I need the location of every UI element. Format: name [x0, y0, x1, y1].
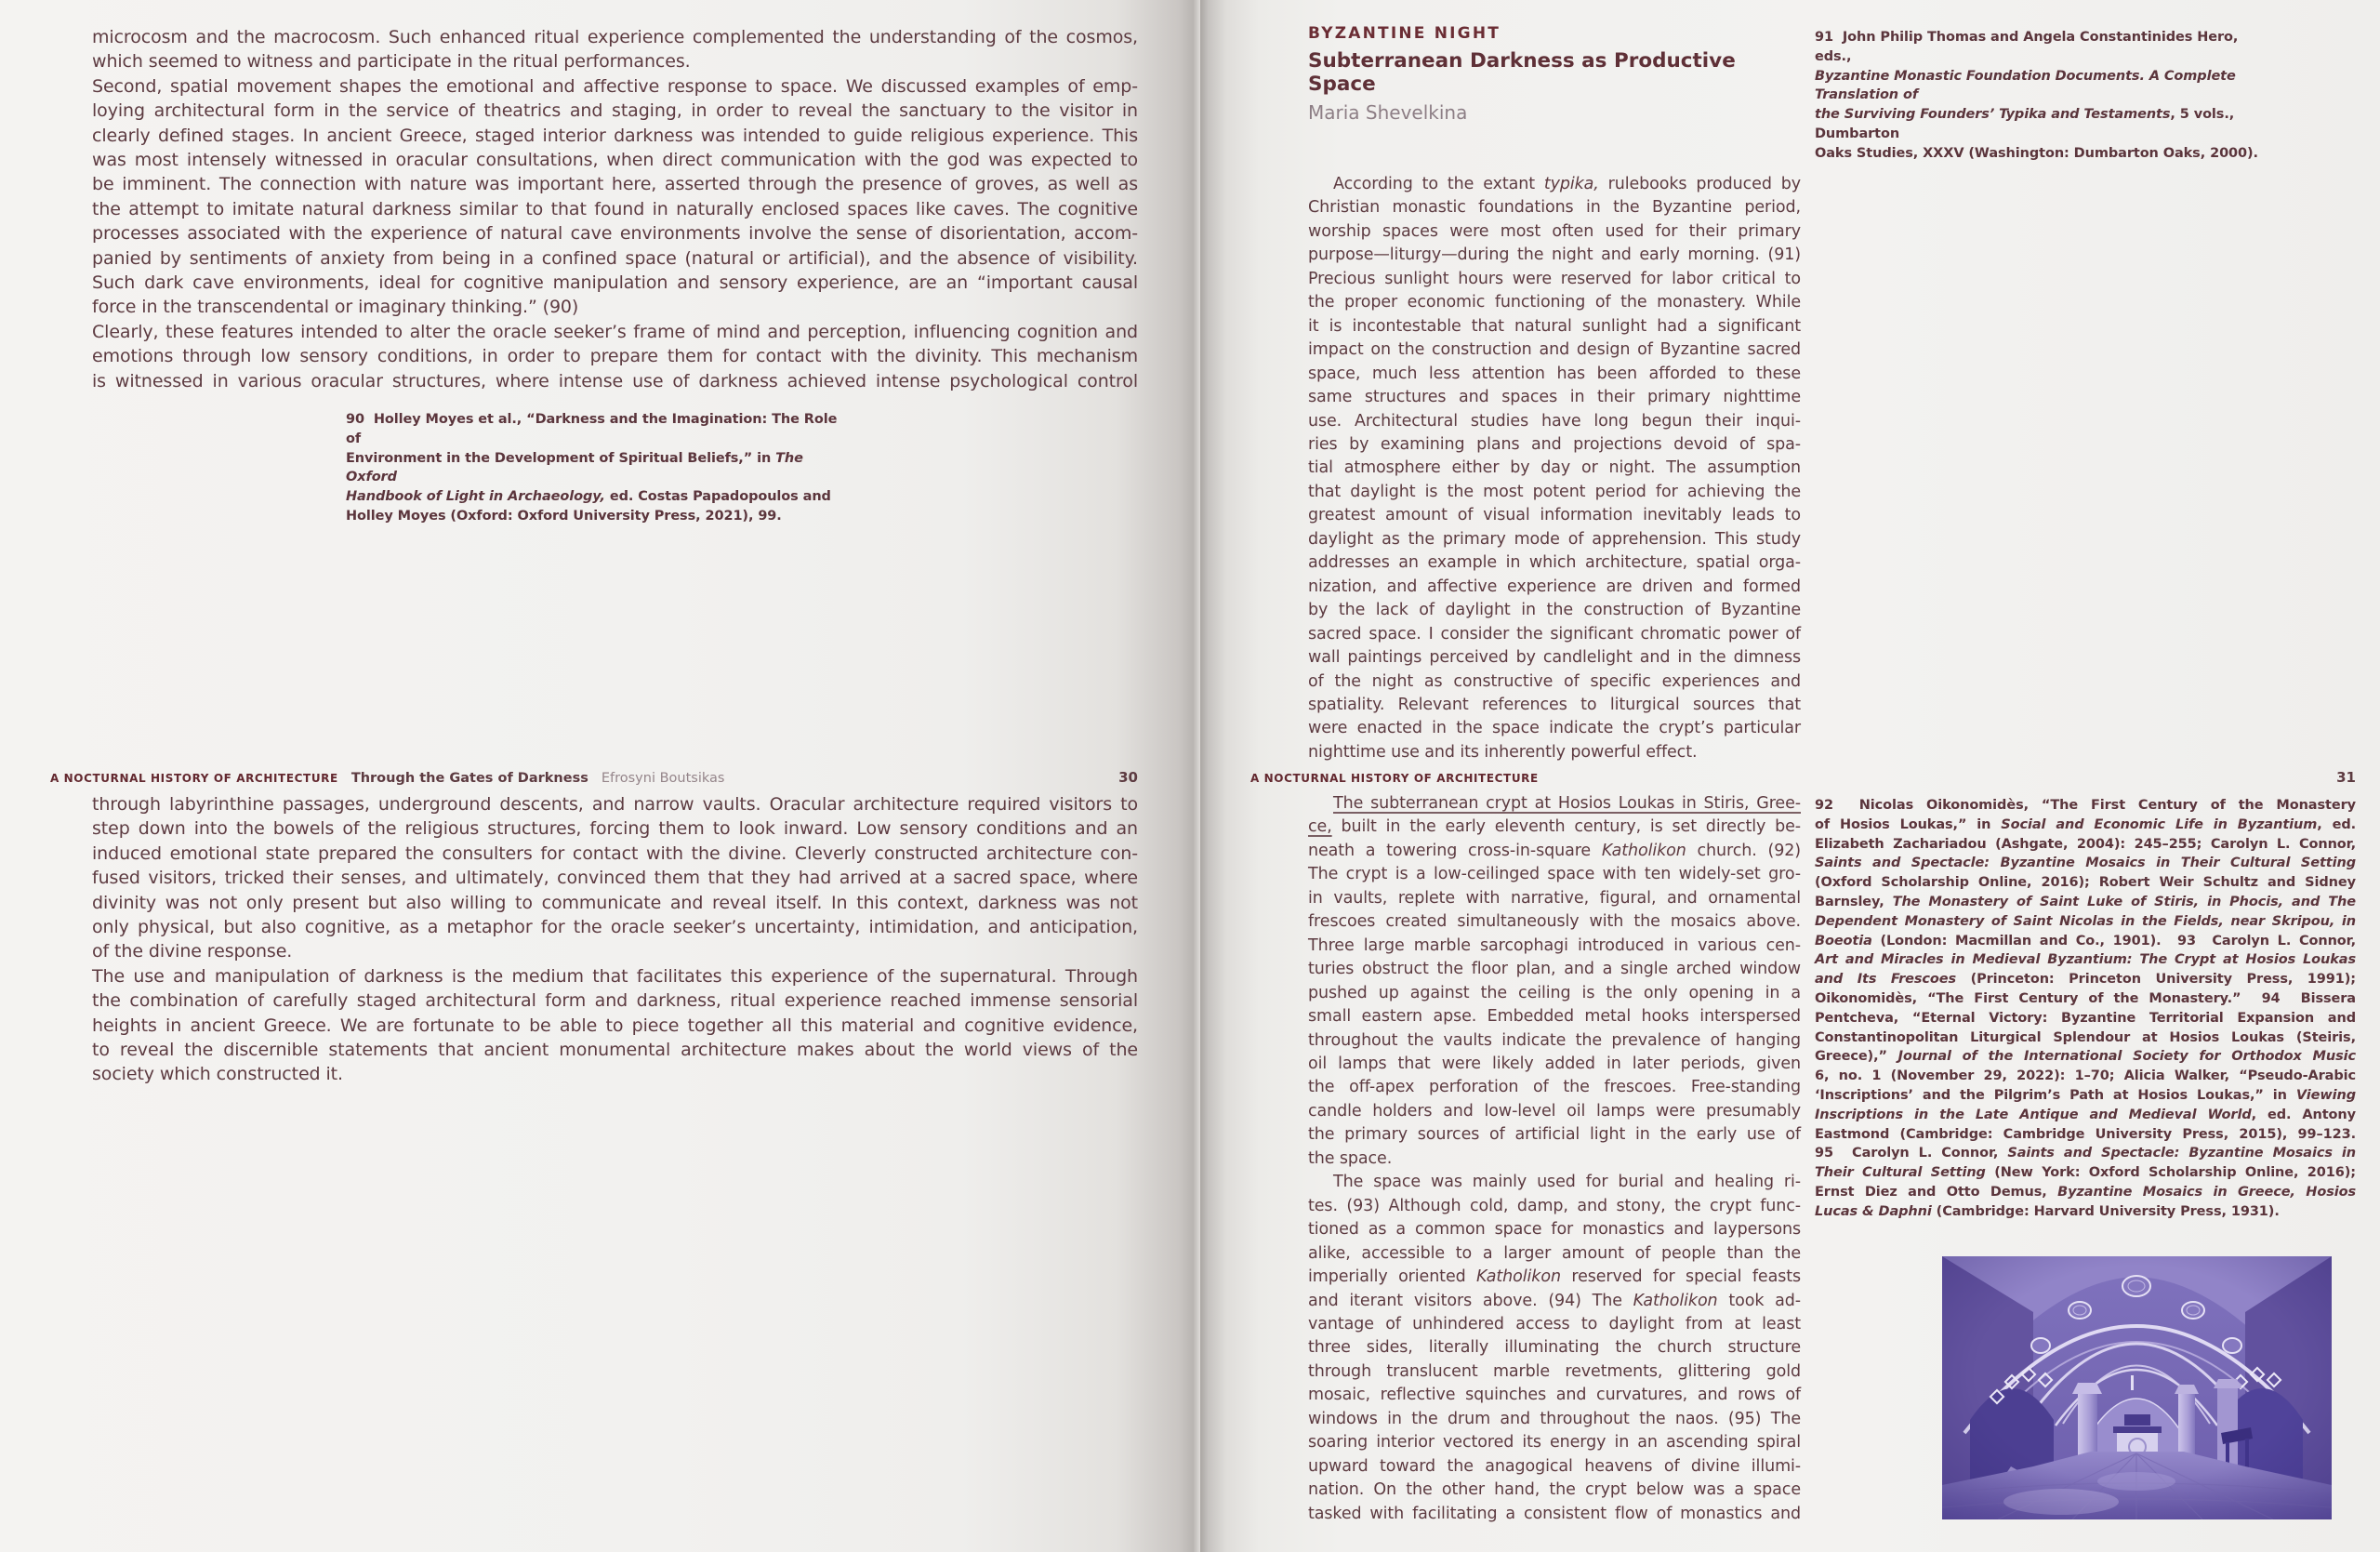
text-line: Constantinopolitan Liturgical Splendour at Hosios Loukas (Steiris,	[1815, 1029, 2356, 1045]
text-line: nization, and affective experience are driven and formed	[1308, 577, 1801, 596]
article-header	[1308, 24, 1801, 124]
text-line: impact on the construction and design of Byzantine sacred	[1308, 340, 1801, 360]
right-body-top-block	[1308, 173, 1801, 764]
text-line: of the night as constructive of specific experiences and	[1308, 671, 1801, 691]
text-line: the combination of carefully staged architectural form and darkness, ritual experience reached immense sensorial	[92, 990, 1138, 1012]
crypt-photo-illustration	[1942, 1256, 2332, 1519]
text-line: imperially oriented Katholikon reserved for special feasts	[1308, 1267, 1801, 1287]
text-line: that daylight is the most potent period for achieving the	[1308, 482, 1801, 501]
text-line: daylight as the primary mode of apprehension. This study	[1308, 529, 1801, 549]
text-line: to reveal the discernible statements that ancient monumental architecture makes about the world views of the	[92, 1040, 1138, 1061]
text-line: by the lack of daylight in the construction of Byzantine	[1308, 601, 1801, 620]
text-line: through translucent marble revetments, glittering gold	[1308, 1361, 1801, 1381]
footnote-92-95	[1815, 796, 2356, 1222]
text-line: mosaic, reflective squinches and curvatures, and rows of	[1308, 1386, 1801, 1405]
text-line: is witnessed in various oracular structures, where intense use of darkness achieved intense psychological control	[92, 370, 1138, 391]
text-line: 91 John Philip Thomas and Angela Constantinides Hero, eds.,	[1815, 30, 2239, 64]
text-line: society which constructed it.	[92, 1064, 343, 1085]
right-page-number: 31	[2336, 769, 2356, 786]
left-running-footer	[50, 769, 1138, 789]
text-line: frescoes created simultaneously with the mosaics above.	[1308, 912, 1801, 932]
text-line: wall paintings perceived by candlelight and in the dimness	[1308, 648, 1801, 668]
text-line: tioned as a common space for monastics and laypersons	[1308, 1220, 1801, 1240]
text-line: Lucas & Daphni (Cambridge: Harvard University Press, 1931).	[1815, 1203, 2280, 1219]
text-line: panied by sentiments of anxiety from being in a confined space (natural or artificial), and the absence of visibility.	[92, 247, 1138, 269]
text-line: Inscriptions in the Late Antique and Medieval World, ed. Antony	[1815, 1107, 2356, 1122]
text-line: induced emotional state prepared the consulters for contact with the divine. Cleverly constructed architecture con-	[92, 842, 1138, 864]
chapter-author: Efrosyni Boutsikas	[601, 771, 725, 786]
text-line: Art and Miracles in Medieval Byzantium: The Crypt at Hosios Loukas	[1815, 952, 2356, 968]
text-line: the primary sources of artificial light in the early use of	[1308, 1125, 1801, 1145]
text-line: Clearly, these features intended to alter the oracle seeker’s frame of mind and perception, influencing cognition and	[92, 321, 1138, 342]
text-line: Elizabeth Zachariadou (Ashgate, 2004): 245–255; Carolyn L. Connor,	[1815, 836, 2356, 852]
text-line: The space was mainly used for burial and healing ri-	[1333, 1173, 1801, 1192]
text-line: 92 Nicolas Oikonomidès, “The First Century of the Monastery	[1815, 798, 2356, 813]
footnote-91	[1815, 28, 2263, 164]
text-line: spatiality. Relevant references to liturgical sources that	[1308, 695, 1801, 714]
text-line: tial atmosphere either by day or night. The assumption	[1308, 458, 1801, 478]
text-line: Oaks Studies, XXXV (Washington: Dumbarton Oaks, 2000).	[1815, 145, 2258, 161]
text-line: Saints and Spectacle: Byzantine Mosaics in Their Cultural Setting	[1815, 856, 2356, 871]
text-line: Precious sunlight hours were reserved for labor critical to	[1308, 269, 1801, 288]
text-line: force in the transcendental or imaginary thinking.” (90)	[92, 297, 579, 318]
text-line: vantage of unhindered access to daylight from at least	[1308, 1314, 1801, 1333]
text-line: Three large marble sarcophagi introduced in various cen-	[1308, 935, 1801, 955]
text-line: Byzantine Monastic Foundation Documents. A Complete Translation of	[1815, 68, 2236, 103]
text-line: heights in ancient Greece. We are fortunate to be able to piece together all this material and cognitive evidence,	[92, 1015, 1138, 1036]
text-line: processes associated with the experience of natural cave environments involve the sense of disorientation, accom-	[92, 223, 1138, 245]
text-line: ries by examining plans and projections devoid of spa-	[1308, 434, 1801, 454]
text-line: Dependent Monastery of Saint Nicolas in the Fields, near Skripou, in	[1815, 913, 2356, 929]
text-line: turies obstruct the floor plan, and a single arched window	[1308, 960, 1801, 979]
text-line: The use and manipulation of darkness is the medium that facilitates this experience of the supernatural. Through	[92, 965, 1138, 987]
text-line: ‘Inscriptions’ and the Pilgrim’s Path at Hosios Loukas,” in Viewing	[1815, 1087, 2356, 1103]
book-brand: A NOCTURNAL HISTORY OF ARCHITECTURE	[1250, 772, 1539, 785]
text-line: Handbook of Light in Archaeology, ed. Costas Papadopoulos and	[346, 489, 831, 505]
text-line: and Its Frescoes (Princeton: Princeton University Press, 1991);	[1815, 972, 2356, 988]
text-line: was most intensely witnessed in oracular consultations, when direct communication with the god was expected to	[92, 150, 1138, 171]
text-line: were enacted in the space indicate the crypt’s particular	[1308, 719, 1801, 738]
text-line: nation. On the other hand, the crypt below was a space	[1308, 1480, 1801, 1500]
text-line: upward toward the anagogical heavens of divine illumi-	[1308, 1456, 1801, 1476]
text-line: Second, spatial movement shapes the emotional and affective response to space. We discussed examples of emp-	[92, 75, 1138, 97]
text-line: tes. (93) Although cold, damp, and stony, the crypt func-	[1308, 1196, 1801, 1215]
text-line: through labyrinthine passages, underground descents, and narrow vaults. Oracular architecture required visitors to	[92, 794, 1138, 815]
text-line: ce, built in the early eleventh century, is set directly be-	[1308, 817, 1801, 837]
text-line: oil lamps that were likely added in later periods, given	[1308, 1054, 1801, 1073]
text-line: the off-apex perforation of the frescoes. Free-standing	[1308, 1078, 1801, 1097]
text-line: microcosm and the macrocosm. Such enhanced ritual experience complemented the understanding of the cosmos,	[92, 27, 1138, 47]
text-line: divinity was not only present but also willing to communicate and reveal itself. In this context, darkness was not	[92, 892, 1138, 913]
text-line: pushed up against the ceiling is the only opening in a	[1308, 983, 1801, 1002]
text-line: small eastern apse. Embedded metal hooks interspersed	[1308, 1007, 1801, 1027]
text-line: Boeotia (London: Macmillan and Co., 1901). 93 Carolyn L. Connor,	[1815, 933, 2356, 948]
left-page-number: 30	[1118, 769, 1138, 786]
text-line: of Hosios Loukas,” in Social and Economic Life in Byzantium, ed.	[1815, 816, 2357, 832]
left-body-top-block	[92, 25, 1138, 393]
text-line: and iterant visitors above. (94) The Katholikon took ad-	[1308, 1291, 1801, 1310]
text-line: Oikonomidès, “The First Century of the Monastery.” 94 Bissera	[1815, 990, 2356, 1006]
text-line: emotions through low sensory conditions, in order to prepare them for contact with the divinity. This mechanism	[92, 346, 1138, 367]
text-line: Holley Moyes (Oxford: Oxford University Press, 2021), 99.	[346, 508, 782, 524]
text-line: the Surviving Founders’ Typika and Testaments, 5 vols., Dumbarton	[1815, 107, 2235, 141]
article-kicker: BYZANTINE NIGHT	[1308, 24, 1501, 43]
text-line: three sides, literally illuminating the church structure	[1308, 1338, 1801, 1358]
text-line: addresses an example in which architecture, spatial orga-	[1308, 553, 1801, 573]
text-line: Such dark cave environments, ideal for cognitive manipulation and sensory experience, are an “important causal	[92, 272, 1138, 294]
text-line: Pentcheva, “Eternal Victory: Byzantine Territorial Expansion and	[1815, 1010, 2356, 1026]
text-line: the attempt to imitate natural darkness similar to that found in naturally enclosed spaces like caves. The cognitive	[92, 198, 1138, 219]
text-line: same structures and spaces in their primary nighttime	[1308, 388, 1801, 407]
text-line: 90 Holley Moyes et al., “Darkness and the Imagination: The Role of	[346, 412, 838, 446]
text-line: worship spaces were most often used for their primary	[1308, 221, 1801, 241]
right-page	[1200, 0, 2380, 1552]
text-line: neath a towering cross-in-square Katholikon church. (92)	[1308, 841, 1801, 860]
text-line: (Oxford Scholarship Online, 2016); Robert Weir Schultz and Sidney	[1815, 875, 2356, 891]
text-line: which seemed to witness and participate in the ritual performances.	[92, 51, 691, 73]
text-line: The subterranean crypt at Hosios Loukas in Stiris, Gree-	[1333, 794, 1801, 813]
text-line: The crypt is a low-ceilinged space with ten widely-set gro-	[1308, 865, 1801, 884]
article-title: Subterranean Darkness as Productive Space	[1308, 49, 1736, 96]
text-line: use. Architectural studies have long begun their inqui-	[1308, 411, 1801, 431]
article-author: Maria Shevelkina	[1308, 101, 1468, 124]
footnote-90	[346, 410, 840, 526]
right-running-footer	[1250, 769, 2356, 789]
text-line: loying architectural form in the service of theatrics and staging, in order to reveal the sanctuary to the visitor in	[92, 100, 1138, 122]
text-line: fused visitors, tricked their senses, and ultimately, convinced them that they had arrived at a sacred space, where	[92, 868, 1138, 889]
text-line: greatest amount of visual information inevitably leads to	[1308, 506, 1801, 525]
text-line: purpose—liturgy—during the night and early morning. (91)	[1308, 245, 1801, 265]
text-line: According to the extant typika, rulebooks produced by	[1333, 175, 1801, 193]
text-line: of the divine response.	[92, 941, 293, 962]
text-line: Their Cultural Setting (New York: Oxford Scholarship Online, 2016);	[1815, 1165, 2356, 1181]
text-line: throughout the vaults indicate the prevalence of hanging	[1308, 1030, 1801, 1050]
text-line: 95 Carolyn L. Connor, Saints and Spectacle: Byzantine Mosaics in	[1815, 1146, 2357, 1161]
text-line: be imminent. The connection with nature was important here, asserted through the presence of groves, as well as	[92, 174, 1138, 195]
text-line: candle holders and low-level oil lamps were presumably	[1308, 1101, 1801, 1121]
text-line: the space.	[1308, 1148, 1393, 1168]
text-line: nighttime use and its inherently powerful effect.	[1308, 742, 1698, 762]
crypt-photo	[1942, 1256, 2332, 1519]
book-brand: A NOCTURNAL HISTORY OF ARCHITECTURE	[50, 772, 338, 785]
chapter-title: Through the Gates of Darkness	[350, 771, 588, 786]
text-line: Environment in the Development of Spiritual Beliefs,” in The Oxford	[346, 450, 803, 485]
text-line: soaring interior vectored its energy in an ascending spiral	[1308, 1433, 1801, 1453]
text-line: Ernst Diez and Otto Demus, Byzantine Mosaics in Greece, Hosios	[1815, 1184, 2356, 1200]
right-body-bottom-block	[1308, 792, 1801, 1526]
text-line: alike, accessible to a larger amount of people than the	[1308, 1243, 1801, 1263]
text-line: Eastmond (Cambridge: Cambridge University Press, 2015), 99–123.	[1815, 1126, 2356, 1142]
text-line: tasked with facilitating a consistent flow of monastics and	[1308, 1504, 1801, 1523]
text-line: in vaults, replete with narrative, figural, and ornamental	[1308, 888, 1801, 908]
text-line: only physical, but also cognitive, as a metaphor for the oracle seeker’s uncertainty, intimidation, and anticipation,	[92, 917, 1138, 938]
text-line: step down into the bowels of the religious structures, forcing them to look inward. Low sensory conditions and an	[92, 818, 1138, 840]
text-line: windows in the drum and throughout the naos. (95) The	[1308, 1409, 1801, 1428]
text-line: sacred space. I consider the significant chromatic power of	[1308, 624, 1801, 643]
text-line: it is incontestable that natural sunlight had a significant	[1308, 316, 1801, 336]
text-line: Christian monastic foundations in the Byzantine period,	[1308, 198, 1801, 218]
text-line: Greece),” Journal of the International Society for Orthodox Music	[1815, 1049, 2356, 1065]
text-line: 6, no. 1 (November 29, 2022): 1–70; Alicia Walker, “Pseudo-Arabic	[1815, 1068, 2356, 1084]
text-line: Barnsley, The Monastery of Saint Luke of Stiris, in Phocis, and The	[1815, 894, 2356, 909]
text-line: space, much less attention has been afforded to these	[1308, 364, 1801, 383]
text-line: clearly defined stages. In ancient Greece, staged interior darkness was intended to guide religious experience. This	[92, 125, 1138, 146]
left-body-bottom-block	[92, 792, 1138, 1087]
text-line: the proper economic functioning of the monastery. While	[1308, 293, 1801, 312]
